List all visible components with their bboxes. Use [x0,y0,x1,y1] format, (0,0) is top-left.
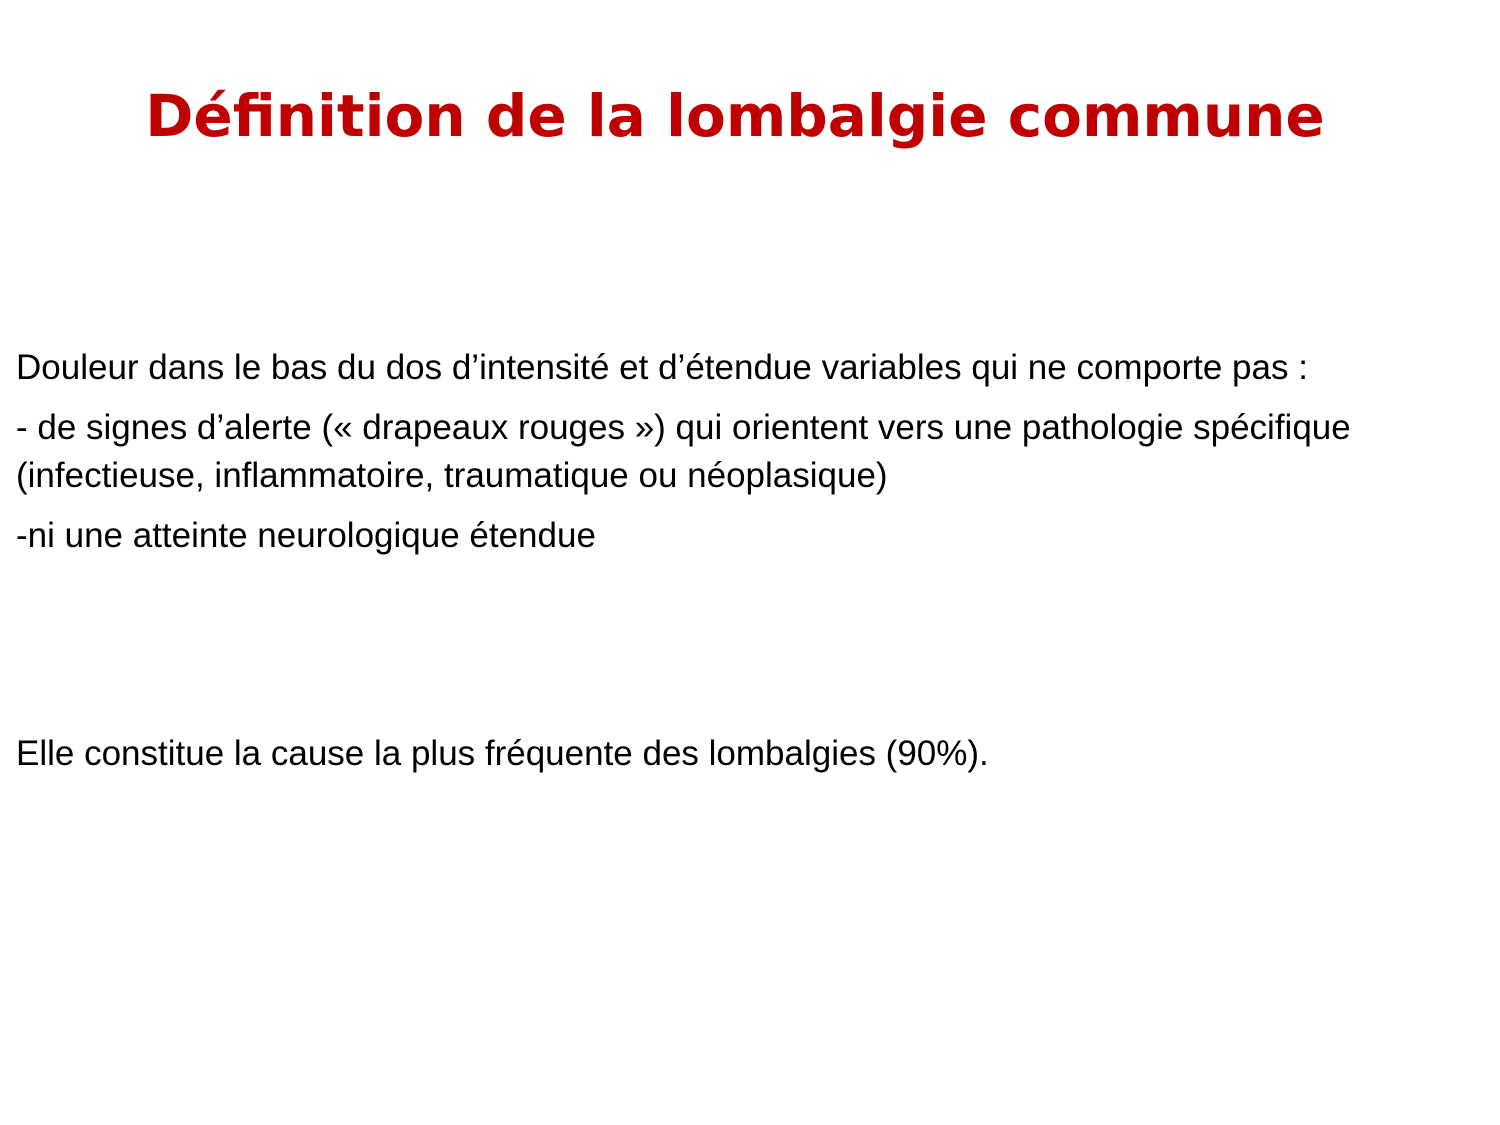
definition-body [16,344,1476,572]
definition-paragraph: Douleur dans le bas du dos d’intensité et d’étendue variables qui ne comporte pas : [16,348,1308,387]
slide-title: Définition de la lombalgie commune [145,82,1325,150]
conclusion-paragraph: Elle constitue la cause la plus fréquente des lombalgies (90%). [16,734,989,773]
neurological-paragraph: -ni une atteinte neurologique étendue [16,516,596,555]
red-flags-paragraph: - de signes d’alerte (« drapeaux rouges ») qui orientent vers une pathologie spécifique (infectieuse, inflammatoire, traumatique ou néoplasique) [16,408,1351,495]
